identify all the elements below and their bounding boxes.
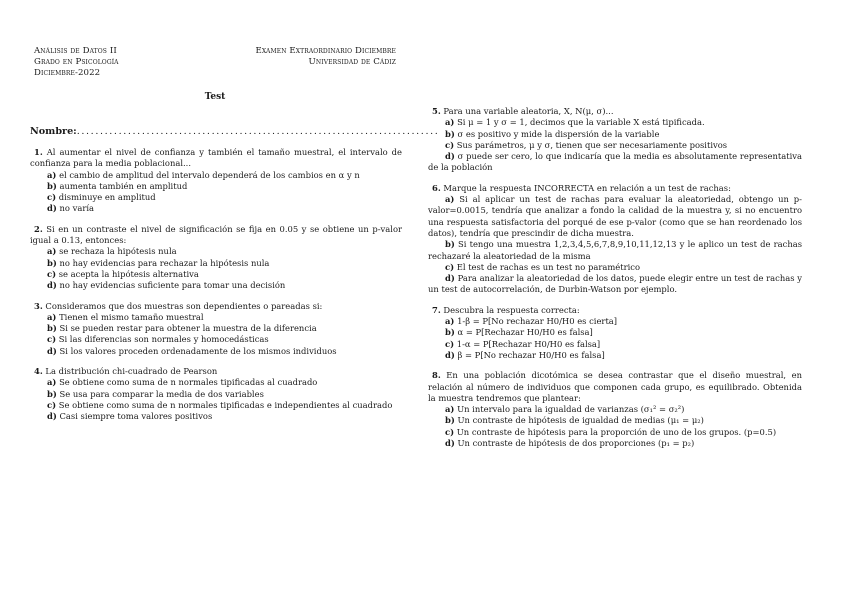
option-text: Si los valores proceden ordenadamente de los mismos individuos <box>59 345 337 356</box>
question-2 <box>30 224 402 292</box>
exam-date: Diciembre-2022 <box>34 68 101 78</box>
option-label: d) <box>47 280 57 291</box>
option-text: El test de rachas es un test no paramétrico <box>456 261 640 272</box>
option-text: Sus parámetros, μ y σ, tienen que ser necesariamente positivos <box>456 139 728 150</box>
course-name: Análisis de Datos II <box>34 46 117 56</box>
option-label: c) <box>445 426 455 437</box>
option-label: c) <box>47 192 57 203</box>
option-text: se acepta la hipótesis alternativa <box>58 268 199 279</box>
question-text: Consideramos que dos muestras son dependientes o pareadas si: <box>45 300 323 311</box>
option-label: c) <box>445 338 455 349</box>
option-b[interactable] <box>30 258 402 269</box>
option-c[interactable] <box>428 339 802 350</box>
option-c[interactable] <box>30 400 402 411</box>
option-label: c) <box>445 261 455 272</box>
option-text: aumenta también en amplitud <box>59 180 188 191</box>
option-label: b) <box>47 388 57 399</box>
option-c[interactable] <box>428 140 802 151</box>
question-3 <box>30 301 402 357</box>
option-label: b) <box>47 180 57 191</box>
right-column <box>428 106 802 458</box>
option-b[interactable] <box>428 327 802 338</box>
option-a[interactable] <box>30 377 402 388</box>
option-a[interactable] <box>428 117 802 128</box>
option-text: el cambio de amplitud del intervalo dependerá de los cambios en α y n <box>59 169 360 180</box>
left-column <box>30 147 402 432</box>
option-label: b) <box>445 128 455 139</box>
option-text: Un intervalo para la igualdad de varianzas (σ₁² = σ₂²) <box>457 404 685 415</box>
option-text: Si se pueden restar para obtener la muestra de la diferencia <box>59 323 317 334</box>
option-label: a) <box>445 117 455 128</box>
question-7 <box>428 305 802 361</box>
option-text: Un contraste de hipótesis de dos proporciones (p₁ = p₂) <box>457 438 695 449</box>
option-c[interactable] <box>428 262 802 273</box>
option-text: α = P[Rechazar H0/H0 es falsa] <box>457 327 593 338</box>
option-text: Un contraste de hipótesis para la proporción de uno de los grupos. (p=0.5) <box>456 426 777 437</box>
option-text: σ es positivo y mide la dispersión de la variable <box>457 128 660 139</box>
option-label: d) <box>445 438 455 449</box>
option-d[interactable] <box>428 438 802 449</box>
option-text: Un contraste de hipótesis de igualdad de medias (μ₁ = μ₂) <box>457 415 704 426</box>
option-text: β = P[No rechazar H0/H0 es falsa] <box>457 349 605 360</box>
option-text: no varía <box>59 203 94 214</box>
option-a[interactable] <box>30 246 402 257</box>
question-text: Descubra la respuesta correcta: <box>443 304 580 315</box>
option-label: c) <box>47 268 57 279</box>
option-label: a) <box>47 246 57 257</box>
question-6 <box>428 183 802 296</box>
option-d[interactable] <box>30 411 402 422</box>
question-number: 3. <box>34 300 43 311</box>
option-text: Si μ = 1 y σ = 1, decimos que la variable X está tipificada. <box>457 117 705 128</box>
option-label: b) <box>47 323 57 334</box>
option-d[interactable] <box>30 203 402 214</box>
option-b[interactable] <box>30 389 402 400</box>
option-text: Se usa para comparar la media de dos variables <box>59 388 264 399</box>
option-b[interactable] <box>428 129 802 140</box>
name-field[interactable] <box>30 126 440 137</box>
option-label: a) <box>445 194 455 205</box>
option-text: no hay evidencias para rechazar la hipótesis nula <box>59 257 270 268</box>
option-label: c) <box>47 334 57 345</box>
option-text: Se obtiene como suma de n normales tipificadas al cuadrado <box>59 377 318 388</box>
option-label: d) <box>445 273 455 284</box>
degree-name: Grado en Psicología <box>34 57 119 67</box>
option-text: disminuye en amplitud <box>58 192 156 203</box>
option-label: a) <box>445 316 455 327</box>
option-text: Si al aplicar un test de rachas para evaluar la aleatoriedad, obtengo un p-valor=0.0015, tendría que analizar a fondo la calidad de la muestra y, si no encuentro una respuesta satisfactoria del porqué de ese p-valor (como que se han reordenado los datos), tendría que prescindir de dicha muestra. <box>428 194 802 238</box>
question-5 <box>428 106 802 174</box>
option-b[interactable] <box>428 415 802 426</box>
option-label: d) <box>47 411 57 422</box>
question-text: Para una variable aleatoria, X, N(μ, σ)... <box>443 106 614 116</box>
option-d[interactable] <box>428 273 802 296</box>
option-b[interactable] <box>30 181 402 192</box>
option-label: c) <box>47 399 57 410</box>
option-d[interactable] <box>30 280 402 291</box>
question-text: Al aumentar el nivel de confianza y también el tamaño muestral, el intervalo de confianza para la media poblacional... <box>30 147 402 169</box>
option-label: d) <box>47 203 57 214</box>
question-number: 1. <box>34 147 43 157</box>
option-c[interactable] <box>428 427 802 438</box>
option-label: a) <box>47 311 57 322</box>
option-text: Se obtiene como suma de n normales tipificadas e independientes al cuadrado <box>58 399 393 410</box>
option-a[interactable] <box>30 312 402 323</box>
name-label: Nombre: <box>30 126 77 137</box>
header-left <box>34 46 119 79</box>
option-label: b) <box>445 239 455 250</box>
option-text: Para analizar la aleatoriedad de los datos, puede elegir entre un test de rachas y un test de autocorrelación, de Durbin-Watson por ejemplo. <box>428 273 802 295</box>
option-label: d) <box>47 345 57 356</box>
option-a[interactable] <box>428 194 802 239</box>
question-number: 8. <box>432 370 441 381</box>
option-a[interactable] <box>428 316 802 327</box>
question-text: En una población dicotómica se desea contrastar que el diseño muestral, en relación al número de individuos que componen cada grupo, es equilibrado. Obtenida la muestra tendremos que plantear: <box>428 370 802 403</box>
option-a[interactable] <box>428 404 802 415</box>
page-title: Test <box>204 92 226 102</box>
question-text: Marque la respuesta INCORRECTA en relación a un test de rachas: <box>443 182 731 193</box>
option-text: Casi siempre toma valores positivos <box>59 411 213 422</box>
option-d[interactable] <box>30 346 402 357</box>
question-1 <box>30 147 402 215</box>
question-number: 4. <box>34 366 43 377</box>
option-c[interactable] <box>30 334 402 345</box>
question-number: 6. <box>432 182 441 193</box>
university-name: Universidad de Cádiz <box>308 57 396 67</box>
option-text: no hay evidencias suficiente para tomar una decisión <box>59 280 286 291</box>
question-text: Si en un contraste el nivel de significación se fija en 0.05 y se obtiene un p-valor igual a 0.13, entonces: <box>30 223 402 246</box>
question-number: 7. <box>432 304 441 315</box>
option-text: Tienen el mismo tamaño muestral <box>59 311 204 322</box>
option-b[interactable] <box>428 239 802 262</box>
option-text: 1-α = P[Rechazar H0/H0 es falsa] <box>456 338 601 349</box>
option-label: b) <box>445 327 455 338</box>
question-number: 2. <box>34 223 43 234</box>
question-number: 5. <box>432 106 441 116</box>
option-c[interactable] <box>30 192 402 203</box>
name-dots: .............................................................................. <box>76 126 440 137</box>
option-text: Si las diferencias son normales y homocedásticas <box>58 334 269 345</box>
option-d[interactable] <box>428 350 802 361</box>
option-text: σ puede ser cero, lo que indicaría que la media es absolutamente representativa de la población <box>428 151 802 173</box>
exam-type: Examen Extraordinario Diciembre <box>255 46 396 56</box>
option-b[interactable] <box>30 323 402 334</box>
option-label: a) <box>47 169 57 180</box>
question-8 <box>428 370 802 449</box>
option-c[interactable] <box>30 269 402 280</box>
option-label: d) <box>445 349 455 360</box>
option-a[interactable] <box>30 170 402 181</box>
question-4 <box>30 366 402 422</box>
option-text: Si tengo una muestra 1,2,3,4,5,6,7,8,9,10,11,12,13 y le aplico un test de rachas rechazaré la aleatoriedad de la misma <box>428 239 802 261</box>
option-label: b) <box>47 257 57 268</box>
option-text: 1-β = P[No rechazar H0/H0 es cierta] <box>457 316 618 327</box>
option-label: c) <box>445 139 455 150</box>
option-d[interactable] <box>428 151 802 174</box>
question-text: La distribución chi-cuadrado de Pearson <box>45 366 218 377</box>
option-label: b) <box>445 415 455 426</box>
option-text: se rechaza la hipótesis nula <box>59 246 177 257</box>
option-label: d) <box>445 151 455 162</box>
header-right <box>230 46 396 68</box>
option-label: a) <box>445 404 455 415</box>
option-label: a) <box>47 377 57 388</box>
